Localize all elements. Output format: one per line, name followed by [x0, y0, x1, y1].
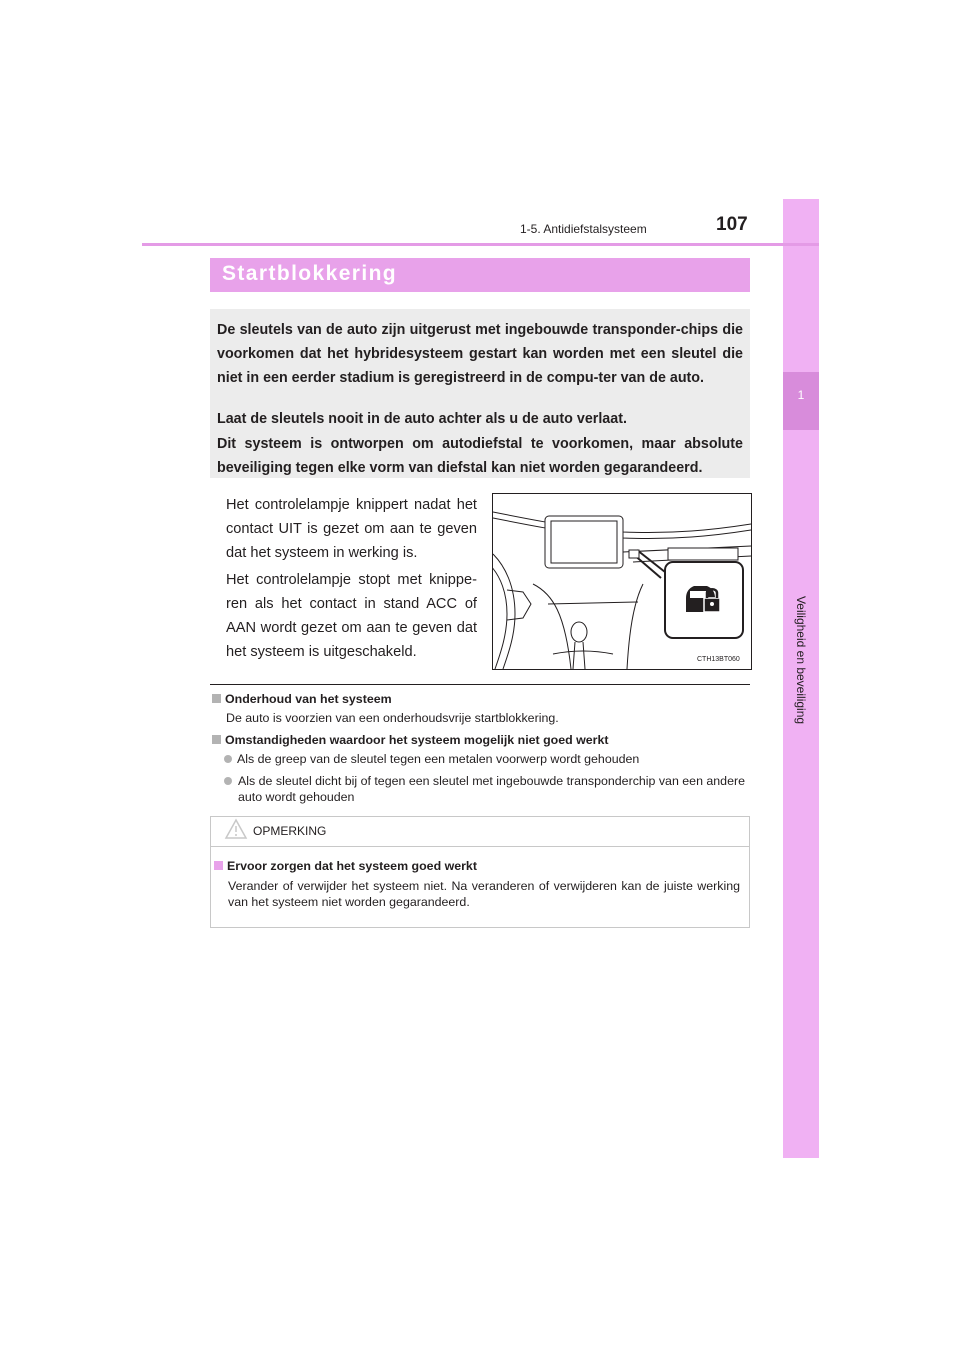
- square-bullet-icon: [214, 861, 223, 870]
- round-bullet-icon: [224, 777, 232, 785]
- section-divider: [210, 684, 750, 685]
- notice-divider: [211, 846, 749, 847]
- intro-paragraph-3: Dit systeem is ontworpen om autodiefstal te voorkomen, maar absolute beveiliging tegen elke vorm van diefstal kan niet worden gegarandeerd.: [217, 436, 743, 476]
- notice-text: Verander of verwijder het systeem niet. Na veranderen of verwijderen kan de juiste werking van het systeem niet worden gegarandeerd.: [228, 879, 740, 909]
- chapter-number: 1: [797, 388, 805, 402]
- notice-label: OPMERKING: [253, 824, 327, 838]
- header-rule: [142, 243, 819, 246]
- note-text-1: De auto is voorzien van een onderhoudsvrije startblokkering.: [226, 711, 559, 725]
- square-bullet-icon: [212, 694, 221, 703]
- round-bullet-icon: [224, 755, 232, 763]
- note-heading-2: Omstandigheden waardoor het systeem mogelijk niet goed werkt: [212, 733, 609, 747]
- figure-code: CTH13BT060: [697, 656, 740, 663]
- intro-paragraph-1: De sleutels van de auto zijn uitgerust met ingebouwde transponder-chips die voorkomen dat het hybridesysteem gestart kan worden met een sleutel die niet in een eerder stadium is geregistreerd in de compu-ter van de auto.: [217, 322, 743, 386]
- intro-paragraph-2: Laat de sleutels nooit in de auto achter als u de auto verlaat.: [217, 411, 627, 427]
- page-number: 107: [716, 214, 748, 235]
- dashboard-illustration: [492, 493, 752, 670]
- bullet-item-2: Als de sleutel dicht bij of tegen een sleutel met ingebouwde transponderchip van een andere auto wordt gehouden: [224, 773, 750, 805]
- section-label: 1-5. Antidiefstalsysteem: [520, 222, 647, 236]
- notice-heading: Ervoor zorgen dat het systeem goed werkt: [214, 859, 477, 873]
- square-bullet-icon: [212, 735, 221, 744]
- body-paragraph-2: Het controlelampje stopt met knippe-ren als het contact in stand ACC of AAN wordt gezet om aan te geven dat het systeem is uitgeschakeld.: [226, 572, 477, 660]
- page-title: Startblokkering: [222, 262, 398, 285]
- dashboard-drawing: [493, 494, 751, 669]
- car-lock-indicator-icon: [686, 586, 720, 612]
- chapter-label: Veiligheid en beveiliging: [794, 595, 808, 725]
- bullet-item-1: Als de greep van de sleutel tegen een metalen voorwerp wordt gehouden: [224, 752, 639, 766]
- body-paragraph-1: Het controlelampje knippert nadat het contact UIT is gezet om aan te geven dat het systeem in werking is.: [226, 497, 477, 561]
- warning-triangle-icon: [224, 818, 248, 840]
- note-heading-1: Onderhoud van het systeem: [212, 692, 392, 706]
